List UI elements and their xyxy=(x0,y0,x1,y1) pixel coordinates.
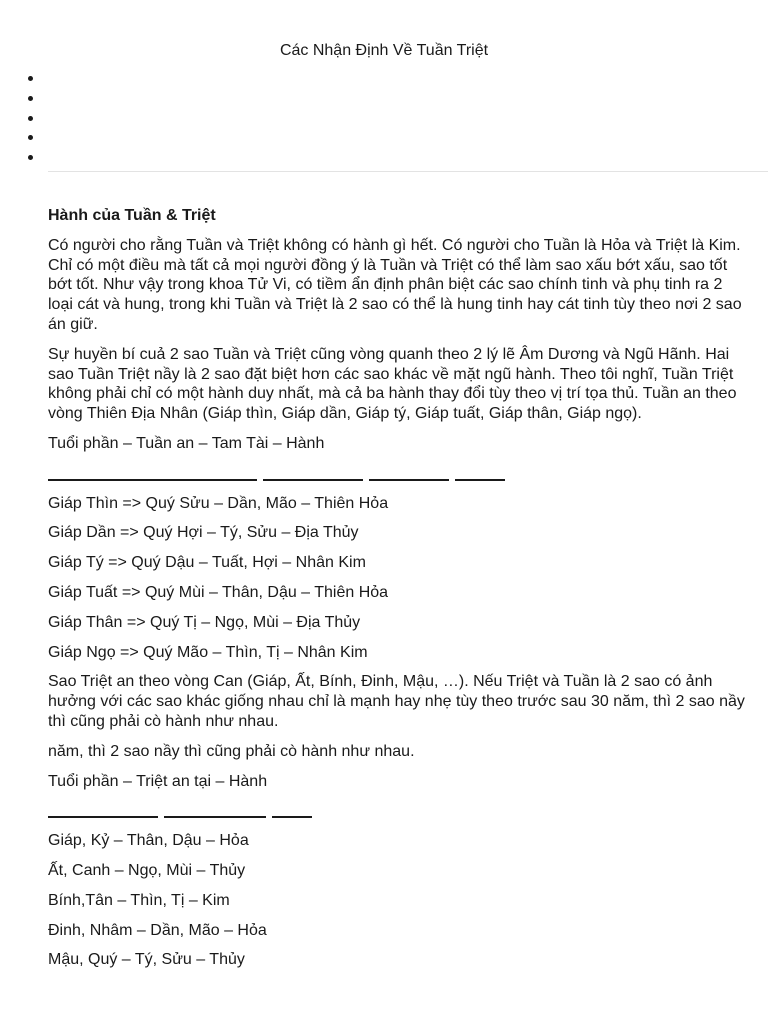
rule-segment xyxy=(164,816,266,818)
triet-table-header: Tuổi phần – Triệt an tại – Hành xyxy=(48,772,268,790)
section-heading: Hành của Tuần & Triệt xyxy=(48,207,216,224)
divider xyxy=(48,171,768,172)
rule-segment xyxy=(272,816,312,818)
rule-segment xyxy=(48,816,158,818)
triet-row: Bính,Tân – Thìn, Tị – Kim xyxy=(48,891,230,909)
triet-table-rule xyxy=(48,801,748,821)
paragraph-fragment: năm, thì 2 sao nầy thì cũng phải cò hành như nhau. xyxy=(48,742,415,760)
rule-segment xyxy=(48,479,257,481)
triet-row: Đinh, Nhâm – Dần, Mão – Hỏa xyxy=(48,921,267,939)
paragraph: Có người cho rằng Tuần và Triệt không có hành gì hết. Có người cho Tuần là Hỏa và Triệt là Kim. Chỉ có một điều mà tất cả mọi người đồng ý là Tuần và Triệt có thể làm sao xấu bớt xấu, sao tốt bớt tốt. Như vậy trong khoa Tử Vi, có tiềm ẩn định phân biệt các sao chính tinh và phụ tinh ra 2 loại cát và hung, trong khi Tuần và Triệt là 2 sao có thể là hung tinh hay cát tinh tùy theo nơi 2 sao án giữ. xyxy=(48,236,742,333)
tuan-table-rule xyxy=(48,464,748,484)
tuan-table-header: Tuổi phần – Tuần an – Tam Tài – Hành xyxy=(48,434,325,452)
tuan-row: Giáp Thìn => Quý Sửu – Dần, Mão – Thiên Hỏa xyxy=(48,494,389,512)
rule-segment xyxy=(369,479,449,481)
triet-row: Mậu, Quý – Tý, Sửu – Thủy xyxy=(48,951,245,969)
triet-row: Ất, Canh – Ngọ, Mùi – Thủy xyxy=(48,861,246,879)
page-title: Các Nhận Định Về Tuần Triệt xyxy=(279,42,489,59)
tuan-row: Giáp Thân => Quý Tị – Ngọ, Mùi – Địa Thủy xyxy=(48,613,361,631)
tuan-row: Giáp Ngọ => Quý Mão – Thìn, Tị – Nhân Kim xyxy=(48,643,368,661)
article-body xyxy=(48,206,748,980)
rule-segment xyxy=(263,479,363,481)
paragraph: Sao Triệt an theo vòng Can (Giáp, Ất, Bính, Đinh, Mậu, …). Nếu Triệt và Tuần là 2 sao có ảnh hưởng với các sao khác giống nhau chỉ là mạnh hay nhẹ tùy theo trước sau 30 năm, thì 2 sao nầy thì cũng phải cò hành như nhau. xyxy=(48,673,745,730)
triet-row: Giáp, Kỷ – Thân, Dậu – Hỏa xyxy=(48,832,249,850)
paragraph: Sự huyền bí cuả 2 sao Tuần và Triệt cũng vòng quanh theo 2 lý lẽ Âm Dương và Ngũ Hãnh. Hai sao Tuần Triệt nầy là 2 sao đặt biệt hơn các sao khác về mặt ngũ hành. Theo tôi nghĩ, Tuần Triệt không phải chỉ có một hành duy nhất, mà cả ba hành thay đổi tùy theo vị trí tọa thủ. Tuần an theo vòng Thiên Địa Nhân (Giáp thìn, Giáp dần, Giáp tý, Giáp tuất, Giáp thân, Giáp ngọ). xyxy=(48,345,737,423)
tuan-row: Giáp Tý => Quý Dậu – Tuất, Hợi – Nhân Kim xyxy=(48,554,366,572)
tuan-row: Giáp Tuất => Quý Mùi – Thân, Dậu – Thiên Hỏa xyxy=(48,583,389,601)
rule-segment xyxy=(455,479,505,481)
tuan-row: Giáp Dần => Quý Hợi – Tý, Sửu – Địa Thủy xyxy=(48,524,359,542)
